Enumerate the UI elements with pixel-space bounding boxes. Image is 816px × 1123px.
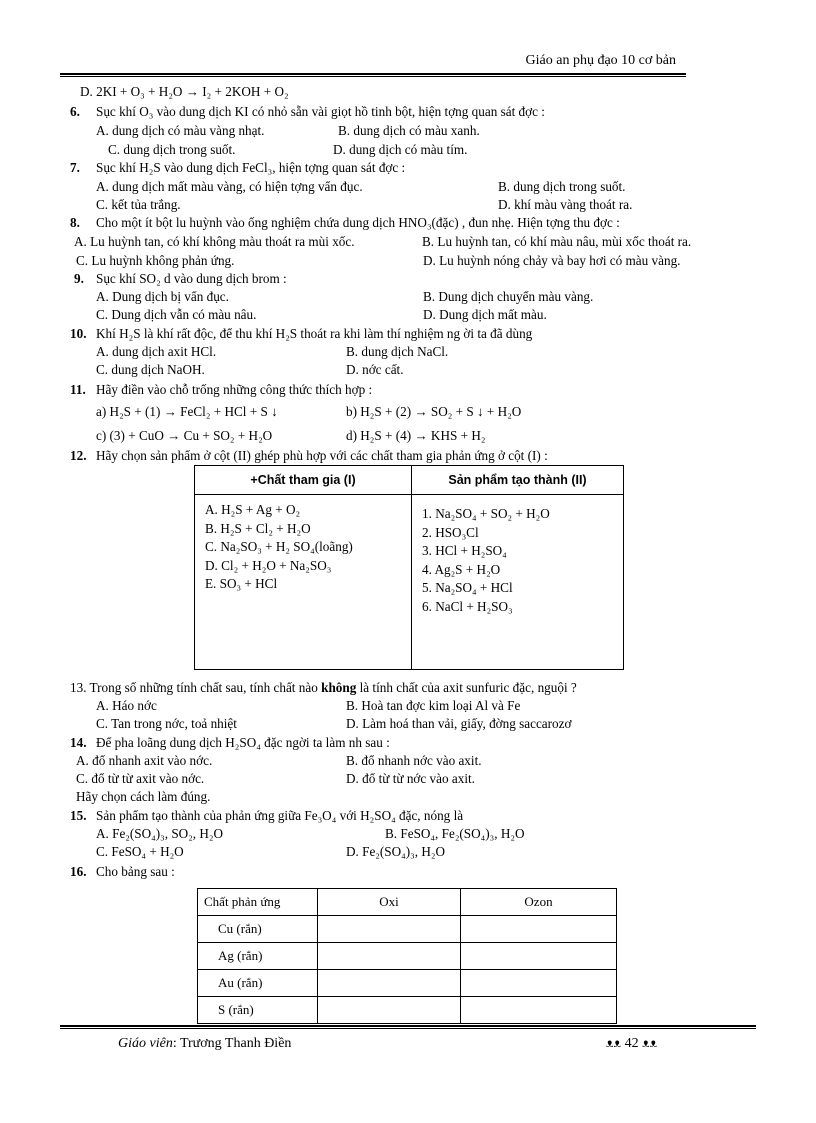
q13-text-start: 13. Trong số những tính chất sau, tính chất nào	[70, 680, 322, 695]
q6-number: 6.	[70, 104, 80, 119]
q14-option-c: C. đổ từ từ axit vào nớc.	[76, 771, 205, 786]
empty-cell	[318, 916, 461, 943]
q13-text	[70, 680, 577, 696]
q7-option-c: C. kết tủa trắng.	[96, 197, 181, 212]
reaction-row-label: Ag (rắn)	[198, 943, 318, 970]
q9-option-a: A. Dung dịch bị vẩn đục.	[96, 289, 229, 304]
q9-option-b: B. Dung dịch chuyển màu vàng.	[423, 289, 594, 304]
q14-text: Để pha loãng dung dịch H₂SO₄ đặc ngời ta làm nh sau :	[96, 735, 390, 750]
q9-number: 9.	[74, 271, 84, 286]
reaction-table	[197, 888, 617, 1024]
q8-option-d: D. Lu huỳnh nóng chảy và bay hơi có màu vàng.	[423, 253, 681, 268]
q14-option-b: B. đổ nhanh nớc vào axit.	[346, 753, 482, 768]
q11-number: 11.	[70, 382, 86, 397]
reactant-item: D. Cl₂ + H₂O + Na₂SO₃	[205, 557, 332, 573]
q8-option-c: C. Lu huỳnh không phản ứng.	[76, 253, 235, 268]
header-title: Giáo an phụ đạo 10 cơ bản	[525, 53, 676, 68]
reaction-table-header-reactant: Chất phản ứng	[198, 889, 318, 916]
reactant-item: E. SO₃ + HCl	[205, 576, 278, 591]
products-column	[412, 495, 624, 670]
q10-option-d: D. nớc cất.	[346, 362, 404, 377]
q6-text: Sục khí O₃ vào dung dịch KI có nhỏ sẵn vài giọt hồ tinh bột, hiện tợng quan sát đợc :	[96, 104, 545, 119]
q13-option-b: B. Hoà tan đợc kim loại Al và Fe	[346, 698, 521, 713]
teacher-label: Giáo viên	[118, 1036, 173, 1051]
header-rule	[60, 73, 686, 75]
q10-number: 10.	[70, 326, 87, 341]
q6-option-c: C. dung dịch trong suốt.	[108, 142, 236, 157]
header-rule-thin	[60, 76, 686, 77]
q12-text: Hãy chọn sản phẩm ở cột (II) ghép phù hợp với các chất tham gia phản ứng ở cột (I) :	[96, 448, 548, 463]
q6-option-b: B. dung dịch có màu xanh.	[338, 123, 480, 138]
reaction-table-header-oxi: Oxi	[318, 889, 461, 916]
page-number: ᴥᴥ 42 ᴥᴥ	[606, 1036, 658, 1051]
empty-cell	[461, 997, 617, 1024]
q7-option-b: B. dung dịch trong suốt.	[498, 179, 626, 194]
option-d-previous: D. 2KI + O₃ + H₂O → I₂ + 2KOH + O₂	[80, 84, 289, 99]
q15-option-d: D. Fe₂(SO₄)₃, H₂O	[346, 844, 445, 859]
reactant-item: B. H₂S + Cl₂ + H₂O	[205, 520, 311, 536]
q10-option-a: A. dung dịch axit HCl.	[96, 344, 217, 359]
q13-option-a: A. Háo nớc	[96, 698, 157, 713]
q10-option-c: C. dung dịch NaOH.	[96, 362, 205, 377]
q10-option-b: B. dung dịch NaCl.	[346, 344, 449, 359]
teacher-name: : Trương Thanh Điền	[172, 1036, 292, 1051]
q15-number: 15.	[70, 808, 87, 823]
q11-item-c: c) (3) + CuO → Cu + SO₂ + H₂O	[96, 428, 273, 443]
q15-option-a: A. Fe₂(SO₄)₃, SO₂, H₂O	[96, 826, 224, 841]
reactant-item: A. H₂S + Ag + O₂	[205, 502, 301, 517]
product-item: 2. HSO₃Cl	[422, 524, 479, 540]
q6-option-a: A. dung dịch có màu vàng nhạt.	[96, 123, 265, 138]
q13-text-end: là tính chất của axit sunfuric đặc, nguội ?	[356, 680, 577, 695]
reaction-row-label: Cu (rắn)	[198, 916, 318, 943]
q9-text: Sục khí SO₂ d vào dung dịch brom :	[96, 271, 287, 286]
q15-option-b: B. FeSO₄, Fe₂(SO₄)₃, H₂O	[385, 826, 525, 841]
q6-option-d: D. dung dịch có màu tím.	[333, 142, 468, 157]
empty-cell	[318, 970, 461, 997]
reactant-item: C. Na₂SO₃ + H₂ SO₄(loãng)	[205, 539, 353, 554]
q14-option-d: D. đổ từ từ nớc vào axit.	[346, 771, 475, 786]
q16-number: 16.	[70, 864, 87, 879]
reaction-row-label: Au (rắn)	[198, 970, 318, 997]
q8-option-b: B. Lu huỳnh tan, có khí màu nâu, mùi xốc thoát ra.	[422, 234, 692, 249]
q13-option-d: D. Làm hoá than vải, giấy, đờng saccarozơ	[346, 716, 572, 731]
q10-text: Khí H₂S là khí rất độc, để thu khí H₂S thoát ra khi làm thí nghiệm ng ời ta đã dùng	[96, 326, 533, 341]
matching-table	[194, 465, 624, 670]
q7-number: 7.	[70, 160, 80, 175]
footer-teacher	[118, 1036, 291, 1052]
matching-header-products: Sản phẩm tạo thành (II)	[412, 466, 624, 495]
product-item: 6. NaCl + H₂SO₃	[422, 598, 513, 614]
product-item: 4. Ag₂S + H₂O	[422, 561, 501, 577]
reaction-table-header-ozon: Ozon	[461, 889, 617, 916]
matching-header-reactants: +Chất tham gia (I)	[195, 466, 412, 495]
q13-option-c: C. Tan trong nớc, toả nhiệt	[96, 716, 237, 731]
q8-number: 8.	[70, 215, 80, 230]
q14-instruction: Hãy chọn cách làm đúng.	[76, 789, 211, 804]
q15-option-c: C. FeSO₄ + H₂O	[96, 844, 184, 859]
q9-option-d: D. Dung dịch mất màu.	[423, 307, 547, 322]
empty-cell	[461, 970, 617, 997]
empty-cell	[461, 916, 617, 943]
product-item: 3. HCl + H₂SO₄	[422, 543, 507, 558]
q11-text: Hãy điền vào chỗ trống những công thức thích hợp :	[96, 382, 373, 397]
footer-rule	[60, 1025, 756, 1027]
q14-option-a: A. đổ nhanh axit vào nớc.	[76, 753, 213, 768]
q12-number: 12.	[70, 448, 87, 463]
q16-text: Cho bảng sau :	[96, 864, 175, 879]
q8-option-a: A. Lu huỳnh tan, có khí không màu thoát ra mùi xốc.	[74, 234, 355, 249]
empty-cell	[461, 943, 617, 970]
q9-option-c: C. Dung dịch vẫn có màu nâu.	[96, 307, 257, 322]
reaction-row-label: S (rắn)	[198, 997, 318, 1024]
product-item: 5. Na₂SO₄ + HCl	[422, 580, 513, 595]
q11-item-b: b) H₂S + (2) → SO₂ + S ↓ + H₂O	[346, 404, 522, 419]
q11-item-a: a) H₂S + (1) → FeCl₂ + HCl + S ↓	[96, 404, 278, 419]
q7-text: Sục khí H₂S vào dung dịch FeCl₃, hiện tợng quan sát đợc :	[96, 160, 406, 175]
q7-option-d: D. khí màu vàng thoát ra.	[498, 197, 633, 212]
product-item: 1. Na₂SO₄ + SO₂ + H₂O	[422, 506, 550, 521]
empty-cell	[318, 943, 461, 970]
q15-text: Sản phẩm tạo thành của phản ứng giữa Fe₃O₄ với H₂SO₄ đặc, nóng là	[96, 808, 464, 823]
reactants-column	[195, 495, 412, 670]
q7-option-a: A. dung dịch mất màu vàng, có hiện tợng vẩn đục.	[96, 179, 363, 194]
q13-bold-word: không	[321, 680, 357, 695]
empty-cell	[318, 997, 461, 1024]
q14-number: 14.	[70, 735, 87, 750]
footer-rule-thin	[60, 1028, 756, 1029]
q8-text: Cho một ít bột lu huỳnh vào ống nghiệm chứa dung dịch HNO₃(đặc) , đun nhẹ. Hiện tợng thu đợc :	[96, 215, 620, 230]
q11-item-d: d) H₂S + (4) → KHS + H₂	[346, 428, 486, 443]
